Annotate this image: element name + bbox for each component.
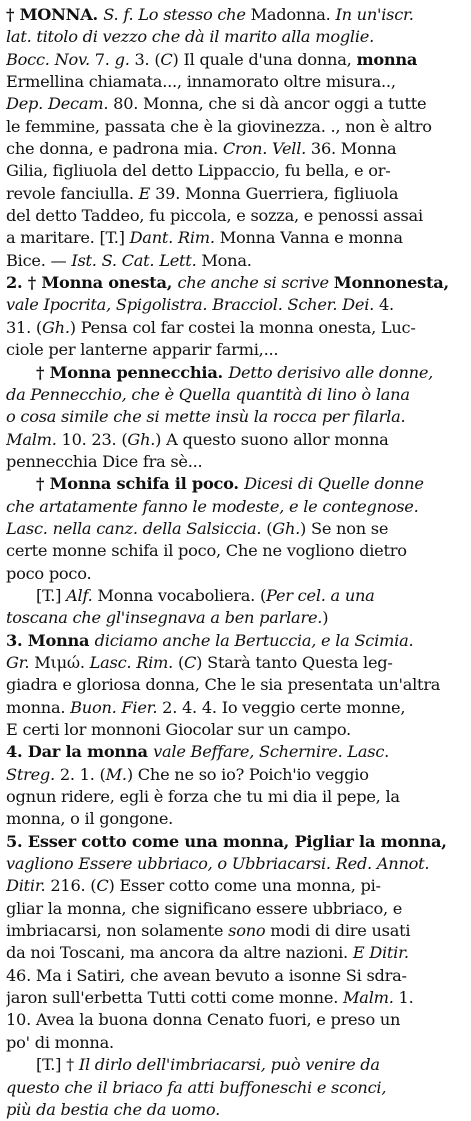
- text-segment: E Ditir.: [352, 943, 409, 963]
- text-segment: che anche si scrive: [177, 273, 334, 293]
- text-segment: Monna Vanna e monna: [219, 228, 403, 248]
- text-line: [6, 160, 465, 182]
- text-line: [6, 1032, 465, 1054]
- text-line: [6, 942, 465, 964]
- text-segment: più da bestia che da uomo.: [6, 1099, 220, 1119]
- text-line: [6, 652, 465, 674]
- text-segment: 36. Monna: [310, 139, 397, 159]
- text-segment: Mona.: [201, 250, 252, 270]
- text-segment: Buon. Fier.: [70, 697, 163, 717]
- text-line: [6, 786, 465, 808]
- text-line: [6, 138, 465, 160]
- text-segment: 2. † Monna onesta,: [6, 273, 178, 293]
- text-segment: † Monna schifa il poco.: [36, 474, 245, 494]
- text-segment: 7.: [94, 49, 115, 69]
- text-segment: 2. 4. 4. Io veggio certe monne,: [162, 697, 406, 717]
- text-segment: Gh.: [127, 429, 156, 449]
- text-line: [6, 496, 465, 518]
- text-segment: poco poco.: [6, 563, 92, 583]
- text-segment: modi di dire usati: [265, 921, 411, 941]
- text-segment: ) Pensa col far costei la monna onesta, Luc-: [69, 317, 416, 337]
- text-line: [6, 719, 465, 741]
- text-segment: (: [177, 652, 185, 672]
- text-line: [6, 674, 465, 696]
- text-segment: Malm.: [6, 429, 62, 449]
- text-line: [6, 987, 465, 1009]
- text-segment: imbriacarsi, non solamente: [6, 921, 229, 941]
- text-segment: [T.] †: [36, 1055, 79, 1075]
- text-line: [6, 362, 465, 384]
- text-segment: g.: [114, 49, 135, 69]
- text-segment: del detto Taddeo, fu piccola, e sozza, e penossi assai: [6, 206, 423, 226]
- text-segment: Dant. Rim.: [129, 228, 220, 248]
- text-segment: Gh.: [272, 518, 301, 538]
- text-segment: sono: [228, 921, 266, 941]
- text-segment: Monna vocaboliera. (: [97, 585, 267, 605]
- text-segment: Bice. —: [6, 250, 72, 270]
- text-line: [6, 49, 465, 71]
- text-line: [6, 607, 465, 629]
- text-segment: vale Beffare, Schernire. Lasc.: [153, 742, 390, 762]
- text-line: [6, 540, 465, 562]
- text-segment: revole fanciulla.: [6, 183, 139, 203]
- text-segment: ) Il quale d'una donna,: [172, 49, 357, 69]
- text-segment: 39. Monna Guerriera, figliuola: [155, 183, 399, 203]
- text-segment: Μιμώ.: [34, 652, 90, 672]
- text-segment: Lasc. Rim.: [89, 652, 178, 672]
- text-segment: 1.: [398, 988, 414, 1008]
- text-line: [6, 205, 465, 227]
- text-segment: ciole per lanterne apparir farmi,...: [6, 340, 279, 360]
- text-line: [6, 853, 465, 875]
- text-segment: Monnonesta,: [333, 273, 449, 293]
- text-segment: pennecchia Dice fra sè...: [6, 451, 203, 471]
- text-segment: Bocc. Nov.: [6, 49, 95, 69]
- text-line: [6, 473, 465, 495]
- text-segment: Madonna.: [250, 5, 336, 24]
- text-segment: vale Ipocrita, Spigolistra. Bracciol. Scher. Dei.: [6, 295, 379, 315]
- text-segment: † Monna pennecchia.: [36, 362, 229, 382]
- text-line: [6, 697, 465, 719]
- text-segment: Alf.: [66, 585, 98, 605]
- text-segment: ognun ridere, egli è forza che tu mi dia il pepe, la: [6, 787, 400, 807]
- text-segment: che donna, e padrona mia.: [6, 139, 223, 159]
- text-segment: E: [138, 183, 156, 203]
- text-line: [6, 93, 465, 115]
- text-segment: diciamo anche la Bertuccia, e la Scimia.: [94, 630, 414, 650]
- text-segment: vagliono Essere ubbriaco, o Ubbriacarsi. Red. Annot.: [6, 854, 430, 874]
- text-segment: Lasc. nella canz. della Salsiccia.: [6, 518, 267, 538]
- text-segment: [T.]: [36, 585, 67, 605]
- text-line: [6, 451, 465, 473]
- text-line: [6, 585, 465, 607]
- text-line: [6, 741, 465, 763]
- text-segment: gliar la monna, che significano essere ubbriaco, e: [6, 898, 403, 918]
- text-segment: 46. Ma i Satiri, che avean bevuto a isonne Si sdra-: [6, 965, 407, 985]
- text-segment: Malm.: [342, 988, 399, 1008]
- text-segment: S. f. Lo stesso che: [103, 5, 251, 24]
- text-segment: C: [160, 49, 173, 69]
- text-line: [6, 1077, 465, 1099]
- text-segment: Streg.: [6, 764, 60, 784]
- text-segment: (: [266, 518, 273, 538]
- text-segment: 4.: [378, 295, 394, 315]
- text-segment: che è Quella quantità di lino ò lana: [131, 384, 410, 404]
- text-line: [6, 429, 465, 451]
- text-line: [6, 965, 465, 987]
- text-segment: 216. (: [50, 876, 97, 896]
- text-segment: da noi Toscani, ma ancora da altre nazioni.: [6, 943, 353, 963]
- text-segment: 10. 23. (: [61, 429, 128, 449]
- text-segment: ) Esser cotto come una monna, pi-: [108, 876, 381, 896]
- text-segment: 10. Avea la buona donna Cenato fuori, e preso un: [6, 1010, 401, 1030]
- text-segment: Ditir.: [6, 876, 51, 896]
- text-segment: jaron sull'erbetta Tutti cotti come monne.: [6, 988, 343, 1008]
- text-segment: In un'iscr.: [335, 5, 414, 24]
- text-line: [6, 227, 465, 249]
- text-segment: giadra e gloriosa donna, Che le sia presentata un'altra: [6, 675, 441, 695]
- text-line: [6, 630, 465, 652]
- text-segment: Detto derisivo alle donne,: [228, 362, 434, 382]
- text-line: [6, 808, 465, 830]
- text-segment: ) Che ne so io? Poich'io veggio: [126, 764, 369, 784]
- text-segment: Cron. Vell.: [222, 139, 311, 159]
- text-segment: le femmine, passata che è la giovinezza. ., non è altro: [6, 116, 432, 136]
- text-segment: po' di monna.: [6, 1032, 114, 1052]
- text-line: [6, 1009, 465, 1031]
- text-segment: 3. (: [134, 49, 161, 69]
- text-segment: Ermellina chiamata..., innamorato oltre misura..,: [6, 72, 396, 92]
- text-line: [6, 764, 465, 786]
- text-segment: questo che il briaco fa atti buffoneschi e sconci,: [6, 1077, 387, 1097]
- text-line: [6, 183, 465, 205]
- text-line: [6, 339, 465, 361]
- text-line: [6, 4, 465, 26]
- text-segment: C: [184, 652, 197, 672]
- text-line: [6, 116, 465, 138]
- text-line: [6, 384, 465, 406]
- text-segment: a maritare. [T.]: [6, 228, 130, 248]
- text-line: [6, 71, 465, 93]
- text-segment: monna.: [6, 697, 71, 717]
- text-segment: Per cel. a una: [266, 585, 375, 605]
- text-segment: monna: [356, 49, 418, 69]
- text-segment: o cosa simile che si mette insù la rocca per filarla.: [6, 407, 406, 427]
- text-segment: 2. 1. (: [59, 764, 106, 784]
- text-segment: † MONNA.: [6, 5, 104, 24]
- text-line: [6, 1054, 465, 1076]
- text-segment: Gilia, figliuola del detto Lippaccio, fu bella, e or-: [6, 161, 391, 181]
- text-line: [6, 250, 465, 272]
- text-segment: che artatamente fanno le modeste, e le contegnose.: [6, 496, 419, 516]
- text-segment: toscana che gl'insegnava a ben parlare.: [6, 608, 323, 628]
- text-segment: ) Se non se: [300, 518, 389, 538]
- text-segment: Gh.: [41, 317, 70, 337]
- text-segment: E certi lor monnoni Giocolar sur un campo.: [6, 720, 351, 739]
- text-line: [6, 563, 465, 585]
- text-segment: ): [322, 608, 329, 628]
- text-line: [6, 898, 465, 920]
- text-line: [6, 518, 465, 540]
- text-segment: C: [96, 876, 109, 896]
- text-segment: da Pennecchio,: [6, 384, 132, 404]
- text-segment: Il dirlo dell'imbriacarsi, può venire da: [78, 1055, 380, 1075]
- text-segment: ) A questo suono allor monna: [155, 429, 389, 449]
- text-line: [6, 406, 465, 428]
- text-segment: Ist. S. Cat. Lett.: [71, 250, 202, 270]
- text-line: [6, 294, 465, 316]
- text-segment: certe monne schifa il poco, Che ne vogliono dietro: [6, 541, 407, 561]
- text-segment: Gr.: [6, 652, 35, 672]
- text-segment: 4. Dar la monna: [6, 742, 154, 762]
- text-line: [6, 1099, 465, 1121]
- text-segment: lat. titolo di vezzo che dà il marito alla moglie.: [6, 27, 375, 47]
- text-segment: 5. Esser cotto come una monna, Pigliar la monna,: [6, 831, 447, 851]
- text-segment: 31. (: [6, 317, 42, 337]
- text-segment: monna, o il gongone.: [6, 809, 174, 829]
- text-line: [6, 26, 465, 48]
- text-line: [6, 831, 465, 853]
- text-segment: 3. Monna: [6, 630, 95, 650]
- text-segment: M.: [105, 764, 127, 784]
- text-segment: 80. Monna, che si dà ancor oggi a tutte: [113, 94, 427, 114]
- text-segment: ) Starà tanto Questa leg-: [196, 652, 393, 672]
- text-line: [6, 272, 465, 294]
- text-segment: Dicesi di Quelle donne: [244, 474, 424, 494]
- text-line: [6, 920, 465, 942]
- text-line: [6, 317, 465, 339]
- text-line: [6, 875, 465, 897]
- text-segment: Dep. Decam.: [6, 94, 114, 114]
